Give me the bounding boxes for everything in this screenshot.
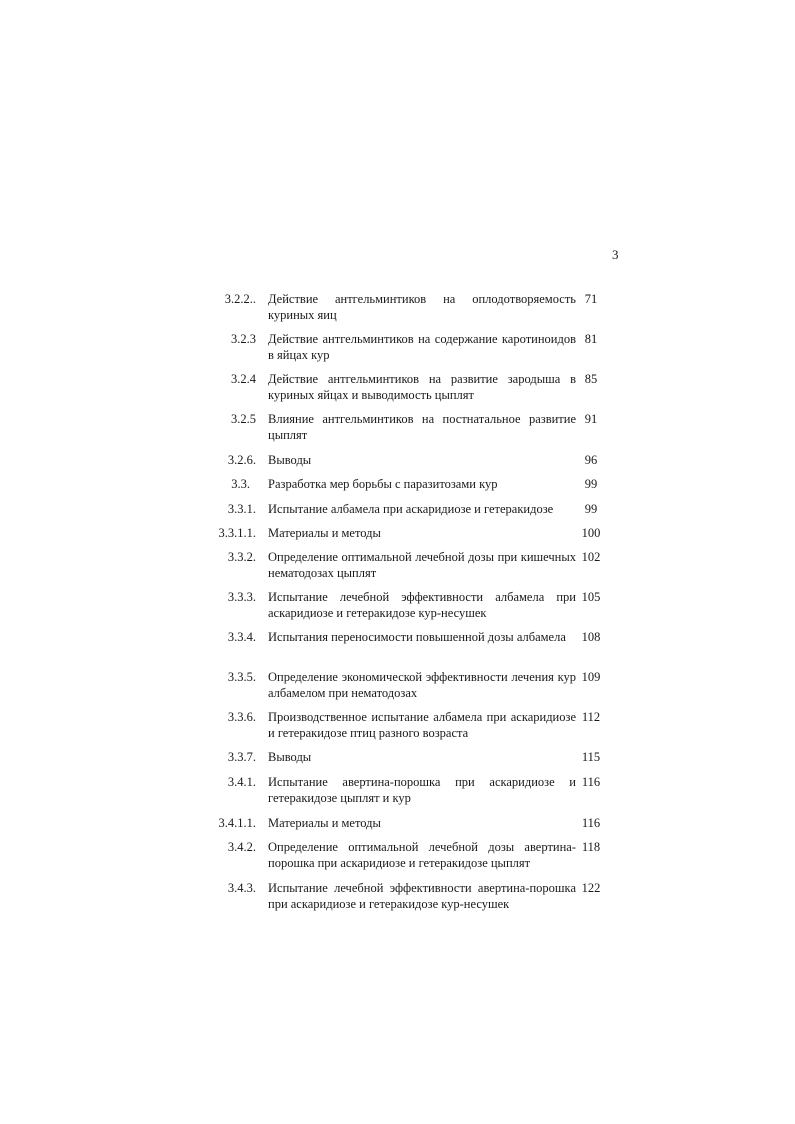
toc-entry-title: Разработка мер борьбы с паразитозами кур (268, 477, 498, 491)
toc-entry-number: 3.3.4. (227, 630, 256, 644)
toc-entry-page: 108 (581, 630, 601, 644)
toc-entry-number: 3.4.2. (227, 840, 256, 854)
toc-entry-page: 118 (581, 840, 601, 854)
toc-entry-number: 3.3.5. (227, 670, 256, 684)
toc-entry-number: 3.3.3. (227, 590, 256, 604)
toc-entry-page: 109 (581, 670, 601, 684)
toc-entry-title: Действие антгельминтиков на оплодотворяемость куриных яиц (268, 292, 576, 322)
toc-entry-page: 99 (584, 502, 598, 516)
toc-entry-number: 3.4.1. (227, 775, 256, 789)
toc-entry-number: 3.2.6. (227, 453, 256, 467)
toc-entry-title: Влияние антгельминтиков на постнатальное развитие цыплят (268, 412, 576, 442)
toc-entry-page: 85 (584, 372, 598, 386)
page-number: 3 (612, 247, 619, 262)
toc-entry-number: 3.2.3 (231, 332, 256, 346)
toc-entry-page: 112 (581, 710, 601, 724)
toc-entry-page: 102 (581, 550, 601, 564)
toc-entry-title: Материалы и методы (268, 526, 381, 540)
toc-entry-page: 99 (584, 477, 598, 491)
toc-entry-number: 3.3.7. (227, 750, 256, 764)
toc-entry-number: 3.2.4 (231, 372, 256, 386)
toc-entry-page: 116 (581, 816, 601, 830)
toc-entry-page: 81 (584, 332, 598, 346)
toc-entry-page: 105 (581, 590, 601, 604)
toc-entry-page: 100 (581, 526, 601, 540)
toc-entry-title: Производственное испытание албамела при аскаридиозе и гетеракидозе птиц разного возраста (268, 710, 576, 740)
toc-entry-title: Материалы и методы (268, 816, 381, 830)
toc-entry-title: Испытание авертина-порошка при аскаридиозе и гетеракидозе цыплят и кур (268, 775, 576, 805)
toc-entry-title: Выводы (268, 453, 312, 467)
toc-entry-number: 3.3.1. (227, 502, 256, 516)
toc-entry-page: 122 (581, 881, 601, 895)
toc-entry-page: 71 (584, 292, 598, 306)
toc-entry-number: 3.4.3. (227, 881, 256, 895)
toc-entry-number: 3.3.2. (227, 550, 256, 564)
toc-entry-page: 91 (584, 412, 598, 426)
toc-entry-number: 3.3. (231, 477, 250, 491)
toc-entry-number: 3.3.6. (227, 710, 256, 724)
toc-entry-title: Испытание лечебной эффективности албамела при аскаридиозе и гетеракидозе кур-несушек (268, 590, 576, 620)
toc-entry-number: 3.2.5 (231, 412, 256, 426)
toc-entry-title: Испытание лечебной эффективности авертина-порошка при аскаридиозе и гетеракидозе кур-несушек (268, 881, 576, 911)
toc-entry-title: Определение оптимальной лечебной дозы авертина-порошка при аскаридиозе и гетеракидозе цыплят (268, 840, 576, 870)
toc-entry-title: Выводы (268, 750, 312, 764)
toc-entry-page: 96 (584, 453, 598, 467)
toc-entry-title: Действие антгельминтиков на содержание каротиноидов в яйцах кур (268, 332, 576, 362)
toc-entry-title: Испытания переносимости повышенной дозы албамела (268, 630, 566, 644)
toc-entry-page: 116 (581, 775, 601, 789)
toc-entry-title: Определение оптимальной лечебной дозы при кишечных нематодозах цыплят (268, 550, 576, 580)
toc-entry-title: Испытание албамела при аскаридиозе и гетеракидозе (268, 502, 554, 516)
toc-entry-page: 115 (581, 750, 601, 764)
toc-entry-number: 3.4.1.1. (218, 816, 256, 830)
toc-entry-title: Определение экономической эффективности лечения кур албамелом при нематодозах (268, 670, 576, 700)
toc-entry-number: 3.2.2.. (224, 292, 256, 306)
toc-entry-title: Действие антгельминтиков на развитие зародыша в куриных яйцах и выводимость цыплят (268, 372, 576, 402)
toc-entry-number: 3.3.1.1. (218, 526, 256, 540)
